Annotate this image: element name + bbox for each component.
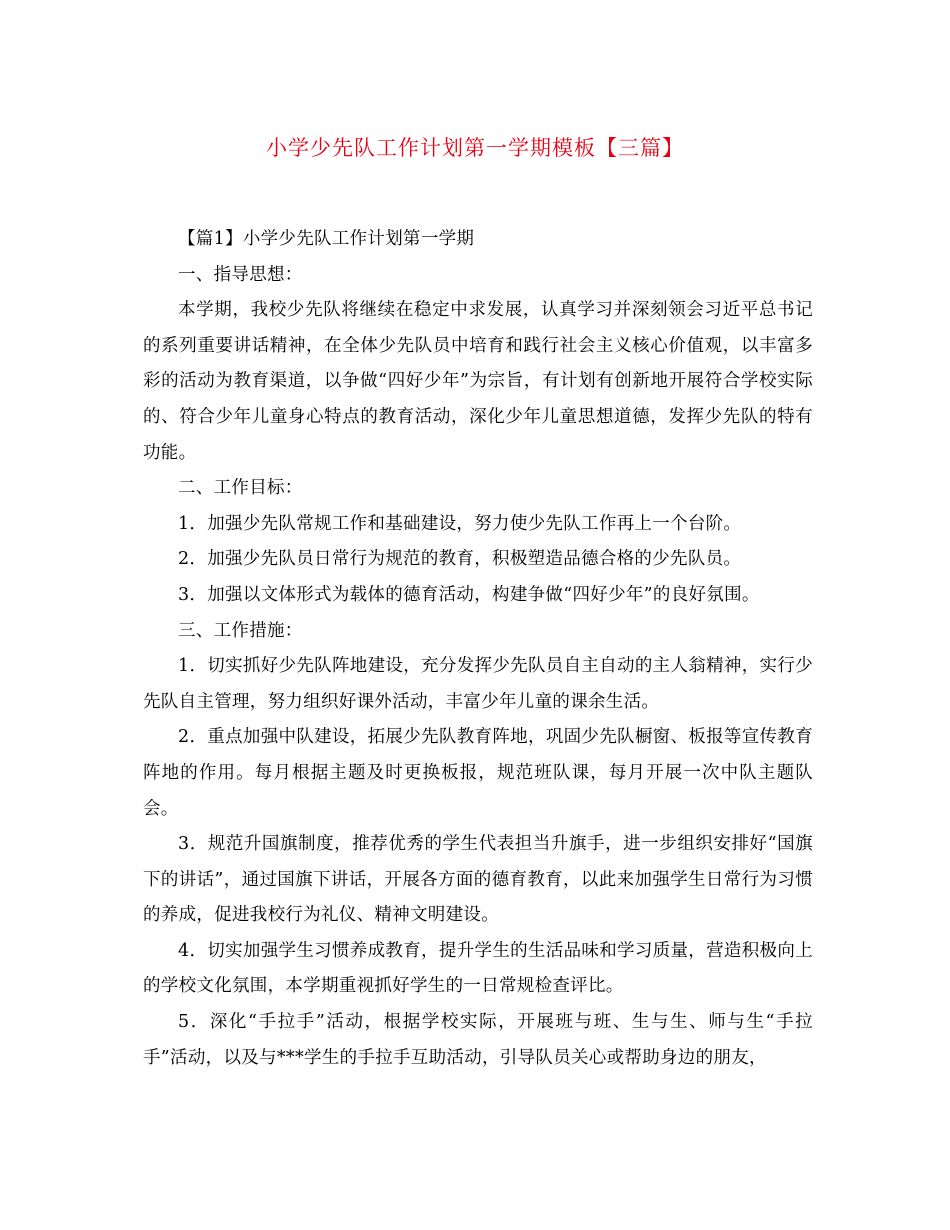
heading-work-goals: 二、工作目标： — [178, 478, 303, 499]
paragraph-guiding-ideology: 本学期，我校少先队将继续在稳定中求发展，认真学习并深刻领会习近平总书记的系列重要讲话精神，在全体少先队员中培育和践行社会主义核心价值观，以丰富多彩的活动为教育渠道，以争做“四好少年”为宗旨，有计划有创新地开展符合学校实际的、符合少年儿童身心特点的教育活动，深化少年儿童思想道德，发挥少先队的特有功能。 — [143, 300, 813, 463]
goal-item-1: 1．加强少先队常规工作和基础建设，努力使少先队工作再上一个台阶。 — [178, 513, 742, 534]
measure-item-5: 5．深化“手拉手”活动，根据学校实际，开展班与班、生与生、师与生“手拉手”活动，以及与***学生的手拉手互助活动，引导队员关心或帮助身边的朋友， — [143, 1012, 813, 1068]
document-title: 小学少先队工作计划第一学期模板【三篇】 — [266, 136, 684, 160]
goal-item-2: 2．加强少先队员日常行为规范的教育，积极塑造品德合格的少先队员。 — [178, 549, 742, 570]
measure-item-4: 4．切实加强学生习惯养成教育，提升学生的生活品味和学习质量，营造积极向上的学校文化氛围，本学期重视抓好学生的一日常规检查评比。 — [143, 940, 813, 997]
section-heading-part1: 【篇1】小学少先队工作计划第一学期 — [178, 229, 475, 249]
goal-item-3: 3．加强以文体形式为载体的德育活动，构建争做“四好少年”的良好氛围。 — [178, 584, 760, 605]
measure-item-3: 3．规范升国旗制度，推荐优秀的学生代表担当升旗手，进一步组织安排好“国旗下的讲话”，通过国旗下讲话，开展各方面的德育教育，以此来加强学生日常行为习惯的养成，促进我校行为礼仪、精神文明建设。 — [143, 834, 813, 926]
document-body — [143, 222, 813, 1076]
measure-item-1: 1．切实抓好少先队阵地建设，充分发挥少先队员自主自动的主人翁精神，实行少先队自主管理，努力组织好课外活动，丰富少年儿童的课余生活。 — [143, 656, 813, 712]
heading-work-measures: 三、工作措施： — [178, 620, 303, 641]
heading-guiding-ideology: 一、指导思想： — [178, 264, 303, 285]
measure-item-2: 2．重点加强中队建设，拓展少先队教育阵地，巩固少先队橱窗、板报等宣传教育阵地的作用。每月根据主题及时更换板报，规范班队课，每月开展一次中队主题队会。 — [143, 727, 813, 819]
